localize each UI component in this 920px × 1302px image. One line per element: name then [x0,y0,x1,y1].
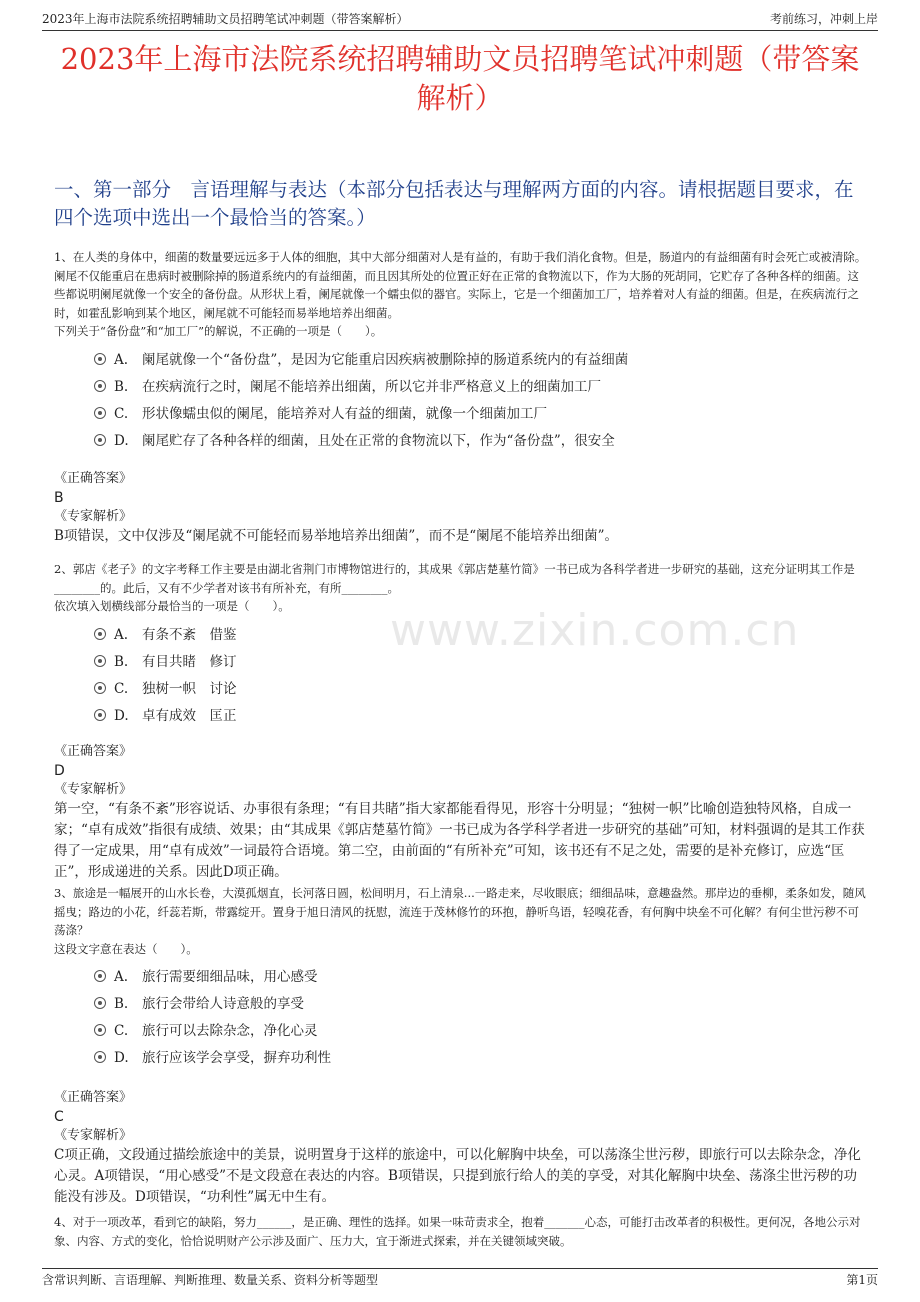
analysis-label: 《专家解析》 [54,1128,133,1143]
watermark: www.zixin.com.cn [390,605,800,656]
option-letter: B. [114,378,129,395]
option-d[interactable] [94,703,870,730]
analysis-label: 《专家解析》 [54,782,133,797]
analysis-label: 《专家解析》 [54,509,133,524]
option-b[interactable] [94,991,870,1018]
option-text: 在疾病流行之时，阑尾不能培养出细菌，所以它并非严格意义上的细菌加工厂 [142,378,601,395]
answer-value: D [54,763,65,779]
option-c[interactable] [94,401,870,428]
option-text: 有条不紊 借鉴 [142,626,237,643]
option-letter: C. [114,405,129,422]
radio-icon[interactable] [94,997,106,1009]
answer-block-3 [54,1089,870,1208]
radio-icon[interactable] [94,709,106,721]
question-stem [54,884,870,958]
question-stem [54,560,870,616]
option-letter: A. [114,626,129,643]
option-text: 旅行需要细细品味，用心感受 [142,969,318,985]
option-c[interactable] [94,1018,870,1045]
question-1 [54,248,870,455]
radio-icon[interactable] [94,1024,106,1036]
answer-block-1 [54,470,870,547]
radio-icon[interactable] [94,970,106,982]
option-a[interactable] [94,964,870,991]
option-a[interactable] [94,347,870,374]
option-text: 卓有成效 匡正 [142,707,237,724]
option-list [94,964,870,1072]
page-number: 第1页 [846,1273,878,1287]
option-text: 旅行会带给人诗意般的享受 [142,996,304,1012]
option-b[interactable] [94,649,870,676]
option-text: 阑尾就像一个“备份盘”，是因为它能重启因疾病被删除掉的肠道系统内的有益细菌 [142,351,629,368]
option-text: 有目共睹 修订 [142,653,237,670]
question-prompt: 这段文字意在表达（ ）。 [54,941,198,956]
header-doc-title: 2023年上海市法院系统招聘辅助文员招聘笔试冲刺题（带答案解析） [42,12,409,26]
option-b[interactable] [94,374,870,401]
option-c[interactable] [94,676,870,703]
header-slogan: 考前练习，冲刺上岸 [769,12,878,26]
option-d[interactable] [94,1045,870,1072]
page-footer [42,1268,878,1291]
question-3 [54,884,870,1072]
question-stem [54,1213,870,1250]
option-text: 阑尾贮存了各种各样的细菌，且处在正常的食物流以下，作为“备份盘”，很安全 [142,432,615,449]
option-list [94,347,870,455]
answer-value: C [54,1109,64,1125]
analysis-text: 第一空，“有条不紊”形容说话、办事很有条理；“有目共睹”指大家都能看得见，形容十分明显；“独树一帜”比喻创造独特风格，自成一家；“卓有成效”指很有成绩、效果；由“其成果《郭店楚墓竹简》一书已成为各学科学者进一步研究的基础”可知，材料强调的是其工作获得了一定成果，用“卓有成效”一词最符合语境。第二空，由前面的“有所补充”可知，该书还有不足之处，需要的是补充修订，应选“匡正”，形成递进的关系。因此D项正确。 [54,801,865,880]
answer-label: 《正确答案》 [54,471,133,486]
question-2 [54,560,870,730]
answer-block-2 [54,743,870,883]
radio-icon[interactable] [94,1051,106,1063]
question-prompt: 依次填入划横线部分最恰当的一项是（ ）。 [54,599,290,613]
analysis-text: C项正确，文段通过描绘旅途中的美景，说明置身于这样的旅途中，可以化解胸中块垒，可以荡涤尘世污秽，即旅行可以去除杂念，净化心灵。A项错误，“用心感受”不是文段意在表达的内容。B项错误，只提到旅行给人的美的享受，对其化解胸中块垒、荡涤尘世污秽的功能没有涉及。D项错误，“功利性”属无中生有。 [54,1147,861,1205]
radio-icon[interactable] [94,682,106,694]
question-text: 2、郭店《老子》的文字考释工作主要是由湖北省荆门市博物馆进行的，其成果《郭店楚墓竹简》一书已成为各科学者进一步研究的基础，这充分证明其工作是________的。此后，又有不少学者对该书有所补充，有所________。 [54,562,855,595]
option-letter: B. [114,653,129,670]
radio-icon[interactable] [94,380,106,392]
option-letter: D. [114,432,129,449]
question-text: 1、在人类的身体中，细菌的数量要远远多于人体的细胞，其中大部分细菌对人是有益的，有助于我们消化食物。但是，肠道内的有益细菌有时会死亡或被清除。阑尾不仅能重启在患病时被删除掉的肠道系统内的有益细菌，而且因其所处的位置正好在正常的食物流以下，作为大肠的死胡同，它贮存了各种各样的细菌。这些都说明阑尾就像一个安全的备份盘。从形状上看，阑尾就像一个蠕虫似的器官。实际上，它是一个细菌加工厂，培养着对人有益的细菌。但是，在疾病流行之时，如霍乱影响到某个地区，阑尾就不可能轻而易举地培养出细菌。 [54,250,867,320]
option-letter: C. [114,1023,129,1039]
option-letter: D. [114,707,129,724]
page-header [42,8,878,31]
question-stem [54,248,870,341]
radio-icon[interactable] [94,407,106,419]
answer-value: B [54,490,64,506]
option-letter: A. [114,351,129,368]
radio-icon[interactable] [94,353,106,365]
question-text: 4、对于一项改革，看到它的缺陷，努力______，是正确、理性的选择。如果一味苛责求全，抱着_______心态，可能打击改革者的积极性。更何况，各地公示对象、内容、方式的变化，恰恰说明财产公示涉及面广、压力大，宜于渐进式探索，并在关键领域突破。 [54,1215,861,1248]
document-title: 2023年上海市法院系统招聘辅助文员招聘笔试冲刺题（带答案解析） [60,42,860,115]
radio-icon[interactable] [94,628,106,640]
answer-label: 《正确答案》 [54,1090,133,1105]
section-heading: 一、第一部分 言语理解与表达（本部分包括表达与理解两方面的内容。请根据题目要求，在四个选项中选出一个最恰当的答案。） [54,178,854,229]
option-letter: D. [114,1050,129,1066]
option-d[interactable] [94,428,870,455]
answer-label: 《正确答案》 [54,744,133,759]
analysis-text: B项错误，文中仅涉及“阑尾就不可能轻而易举地培养出细菌”，而不是“阑尾不能培养出细菌”。 [54,528,619,544]
option-letter: B. [114,996,129,1012]
option-text: 旅行应该学会享受，摒弃功利性 [142,1050,331,1066]
question-text: 3、旅途是一幅展开的山水长卷，大漠孤烟直，长河落日圆，松间明月，石上清泉...一路走来，尽收眼底；细细品味，意趣盎然。那岸边的垂柳，柔条如发，随风摇曳；路边的小花，纤蕊若斯，带露绽开。置身于旭日清风的抚慰，流连于茂林修竹的环抱，静听鸟语，轻嗅花香，有何胸中块垒不可化解？有何尘世污秽不可荡涤？ [54,886,866,937]
option-letter: A. [114,969,129,985]
question-4 [54,1213,870,1250]
radio-icon[interactable] [94,434,106,446]
option-text: 形状像蠕虫似的阑尾，能培养对人有益的细菌，就像一个细菌加工厂 [142,405,547,422]
option-text: 独树一帜 讨论 [142,680,237,697]
option-text: 旅行可以去除杂念，净化心灵 [142,1023,318,1039]
option-a[interactable] [94,622,870,649]
radio-icon[interactable] [94,655,106,667]
footer-description: 含常识判断、言语理解、判断推理、数量关系、资料分析等题型 [42,1273,379,1287]
question-prompt: 下列关于“备份盘”和“加工厂”的解说，不正确的一项是（ ）。 [54,324,383,338]
option-letter: C. [114,680,129,697]
option-list [94,622,870,730]
